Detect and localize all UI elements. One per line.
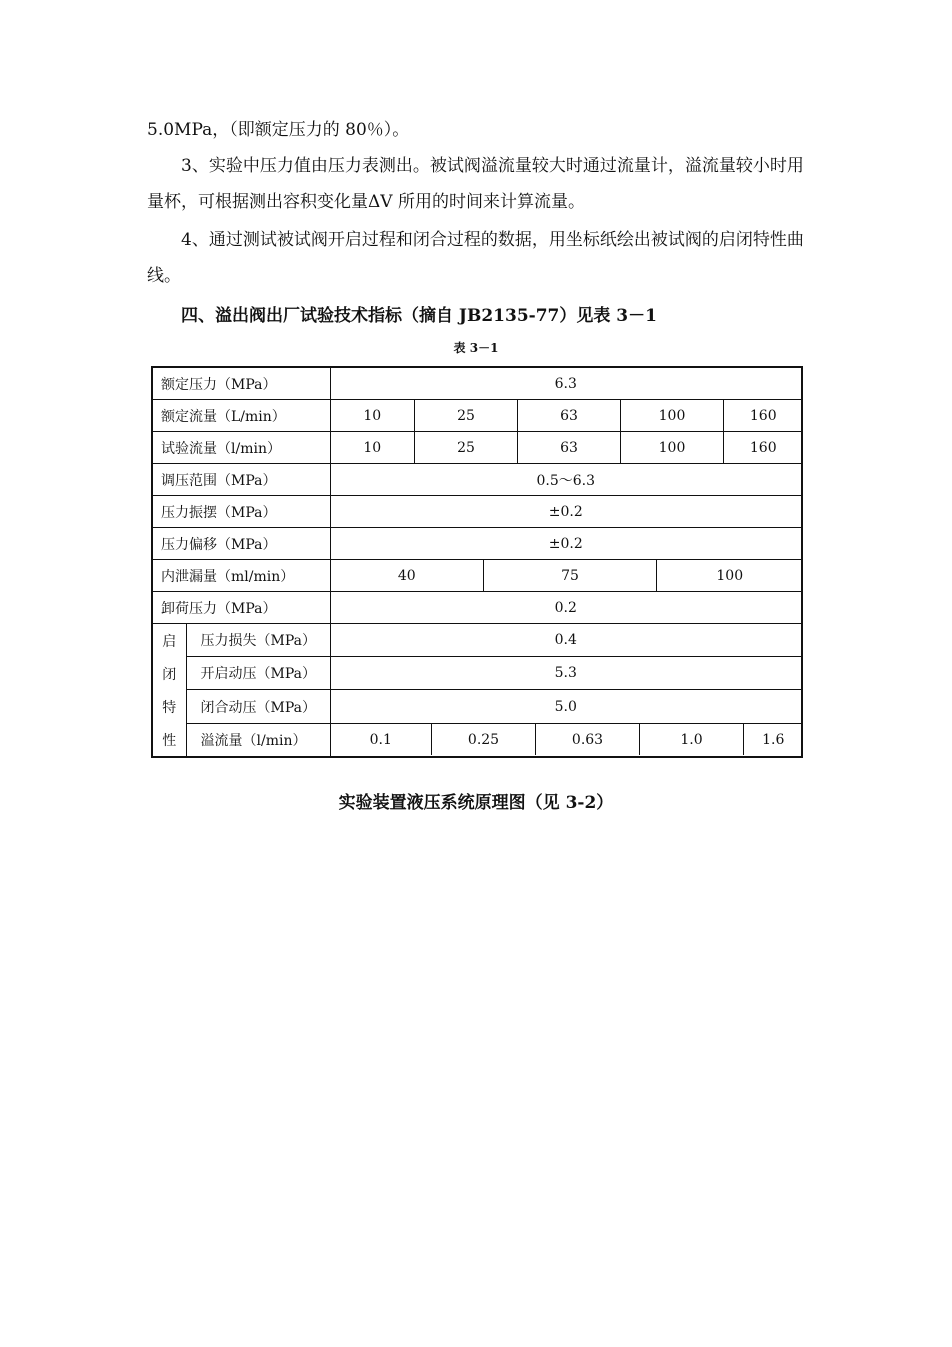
row-label: 调压范围（MPa）: [152, 464, 330, 496]
table-row: [152, 560, 802, 592]
table-row: [152, 464, 802, 496]
table-row: [152, 367, 802, 400]
table-caption: 表 3－1: [453, 341, 499, 355]
vertical-char: 特: [162, 699, 177, 716]
row-value: 5.3: [330, 657, 802, 690]
row-value: 0.5～6.3: [330, 464, 802, 496]
cell-value: 75: [484, 560, 657, 591]
row-label: 开启动压（MPa）: [186, 657, 330, 690]
section-heading: 四、溢出阀出厂试验技术指标（摘自 JB2135-77）见表 3－1: [181, 306, 657, 326]
spec-table: [151, 366, 803, 758]
cell-value: 160: [724, 400, 803, 431]
cell-value: 0.1: [369, 731, 392, 748]
row-label: 压力偏移（MPa）: [152, 528, 330, 560]
table-row: [152, 528, 802, 560]
cell-value: 1.6: [744, 724, 803, 755]
row-label: 溢流量（l/min）: [186, 723, 330, 757]
cell-value: 63: [518, 400, 621, 431]
row-value: 0.4: [330, 624, 802, 657]
table-row: [152, 723, 802, 757]
paragraph-3: 4、通过测试被试阀开启过程和闭合过程的数据，用坐标纸绘出被试阀的启闭特性曲线。: [147, 230, 804, 286]
row-value: ±0.2: [330, 528, 802, 560]
cell-value: 100: [621, 400, 724, 431]
table-row: [152, 496, 802, 528]
cell-value: 100: [621, 432, 724, 463]
table-row: [152, 432, 802, 464]
row-label: 压力损失（MPa）: [186, 624, 330, 657]
cell-value: 0.63: [536, 724, 640, 755]
row-value: 0.2: [330, 592, 802, 624]
paragraph-1: 5.0MPa，（即额定压力的 80％）。: [147, 120, 410, 140]
vertical-char: 性: [162, 732, 177, 749]
row-label: 闭合动压（MPa）: [186, 690, 330, 723]
cell-value: 25: [415, 432, 518, 463]
row-label: 内泄漏量（ml/min）: [152, 560, 330, 592]
cell-value: 0.25: [432, 724, 536, 755]
vertical-char: 启: [162, 633, 177, 650]
cell-value: 63: [518, 432, 621, 463]
cell-value: 1.0: [640, 724, 744, 755]
figure-reference-caption: 实验装置液压系统原理图（见 3-2）: [338, 793, 614, 813]
cell-value: 100: [657, 560, 803, 591]
cell-value: 160: [724, 432, 803, 463]
table-row: [152, 624, 802, 657]
table-row: [152, 400, 802, 432]
vertical-char: 闭: [162, 666, 177, 683]
table-row: [152, 690, 802, 723]
row-value: 5.0: [330, 690, 802, 723]
cell-value: 10: [363, 439, 382, 456]
cell-value: 25: [415, 400, 518, 431]
cell-value: 40: [397, 567, 416, 584]
open-close-characteristic-label: [152, 624, 186, 758]
cell-value: 10: [363, 407, 382, 424]
table-row: [152, 657, 802, 690]
paragraph-2: 3、实验中压力值由压力表测出。被试阀溢流量较大时通过流量计，溢流量较小时用量杯，可根据测出容积变化量ΔV 所用的时间来计算流量。: [147, 156, 804, 212]
row-label: 额定压力（MPa）: [152, 367, 330, 400]
row-label: 额定流量（L/min）: [152, 400, 330, 432]
row-label: 试验流量（l/min）: [152, 432, 330, 464]
row-label: 卸荷压力（MPa）: [152, 592, 330, 624]
row-value: 6.3: [330, 367, 802, 400]
row-value: ±0.2: [330, 496, 802, 528]
row-label: 压力振摆（MPa）: [152, 496, 330, 528]
table-row: [152, 592, 802, 624]
